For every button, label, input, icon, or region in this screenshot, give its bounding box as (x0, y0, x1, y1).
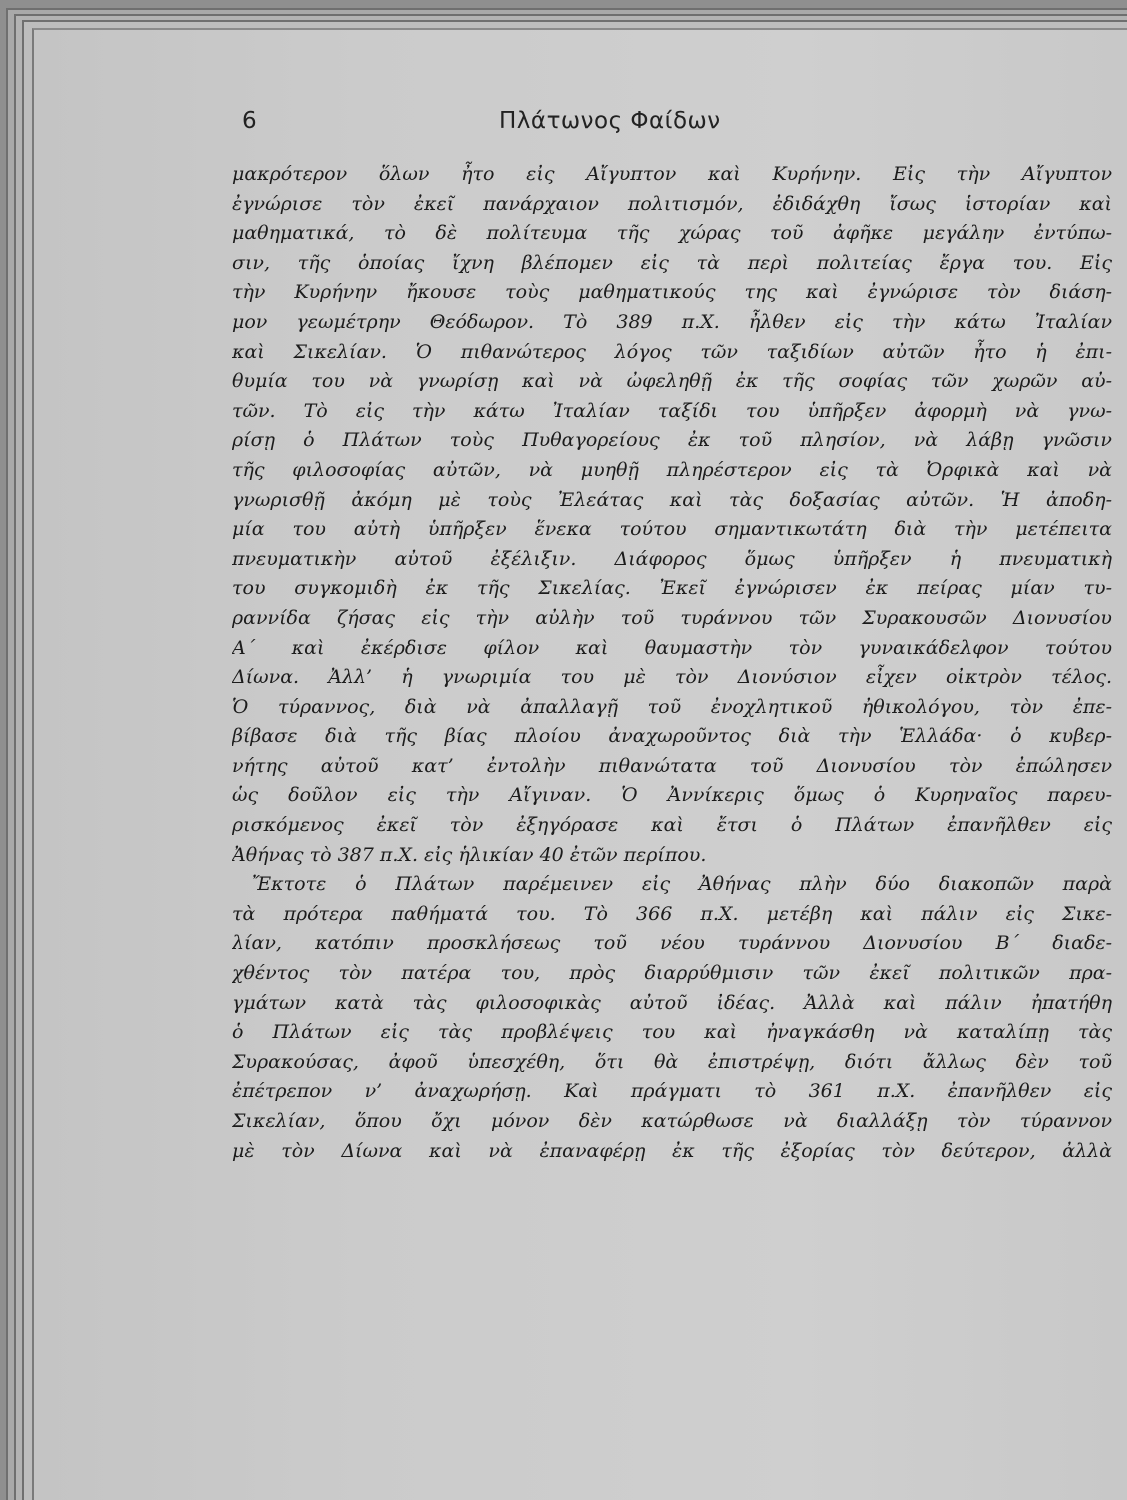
text-line: χθέντος τὸν πατέρα του, πρὸς διαρρύθμισιν τῶν ἐκεῖ πολιτικῶν πρα- (232, 962, 1112, 985)
text-line: ρίσῃ ὁ Πλάτων τοὺς Πυθαγορείους ἐκ τοῦ πλησίον, νὰ λάβῃ γνῶσιν (232, 429, 1112, 452)
text-line: καὶ Σικελίαν. Ὁ πιθανώτερος λόγος τῶν ταξιδίων αὐτῶν ἦτο ἡ ἐπι- (232, 340, 1112, 363)
text-line: μακρότερον ὅλων ἦτο εἰς Αἴγυπτον καὶ Κυρήνην. Εἰς τὴν Αἴγυπτον (232, 163, 1112, 185)
text-line: Σικελίαν, ὅπου ὄχι μόνον δὲν κατώρθωσε νὰ διαλλάξῃ τὸν τύραννον (232, 1110, 1112, 1132)
text-line: ἐπέτρεπον ν’ ἀναχωρήσῃ. Καὶ πράγματι τὸ 361 π.Χ. ἐπανῆλθεν εἰς (232, 1080, 1112, 1103)
text-line: του συγκομιδὴ ἐκ τῆς Σικελίας. Ἐκεῖ ἐγνώρισεν ἐκ πείρας μίαν τυ- (232, 577, 1112, 600)
text-line: μαθηματικά, τὸ δὲ πολίτευμα τῆς χώρας τοῦ ἀφῆκε μεγάλην ἐντύπω- (232, 222, 1112, 245)
book-page (32, 28, 1127, 1500)
text-line: τῆς φιλοσοφίας αὐτῶν, νὰ μυηθῇ πληρέστερον εἰς τὰ Ὀρφικὰ καὶ νὰ (232, 458, 1112, 481)
text-line: ἐγνώρισε τὸν ἐκεῖ πανάρχαιον πολιτισμόν, ἐδιδάχθη ἴσως ἱστορίαν καὶ (232, 192, 1112, 215)
text-line: γνωρισθῇ ἀκόμη μὲ τοὺς Ἐλεάτας καὶ τὰς δοξασίας αὐτῶν. Ἡ ἀποδη- (232, 488, 1112, 511)
text-line: μον γεωμέτρην Θεόδωρον. Τὸ 389 π.Χ. ἦλθεν εἰς τὴν κάτω Ἰταλίαν (232, 310, 1112, 333)
text-line: σιν, τῆς ὁποίας ἴχνη βλέπομεν εἰς τὰ περὶ πολιτείας ἔργα του. Εἰς (232, 251, 1112, 274)
text-line: μία του αὐτὴ ὑπῆρξεν ἕνεκα τούτου σημαντικωτάτη διὰ τὴν μετέπειτα (232, 518, 1112, 541)
text-line: Συρακούσας, ἀφοῦ ὑπεσχέθη, ὅτι θὰ ἐπιστρέψῃ, διότι ἄλλως δὲν τοῦ (232, 1050, 1112, 1073)
text-line: βίβασε διὰ τῆς βίας πλοίου ἀναχωροῦντος διὰ τὴν Ἑλλάδα· ὁ κυβερ- (232, 725, 1112, 748)
text-line: Α΄ καὶ ἐκέρδισε φίλον καὶ θαυμαστὴν τὸν γυναικάδελφον τούτου (232, 636, 1112, 659)
text-line: τῶν. Τὸ εἰς τὴν κάτω Ἰταλίαν ταξίδι του ὑπῆρξεν ἀφορμὴ νὰ γνω- (232, 399, 1112, 422)
text-line: Δίωνα. Ἀλλ’ ἡ γνωριμία του μὲ τὸν Διονύσιον εἶχεν οἰκτρὸν τέλος. (232, 666, 1112, 689)
text-line: ὁ Πλάτων εἰς τὰς προβλέψεις του καὶ ἠναγκάσθη νὰ καταλίπῃ τὰς (232, 1021, 1112, 1044)
text-line: τὴν Κυρήνην ἤκουσε τοὺς μαθηματικούς της καὶ ἐγνώρισε τὸν διάση- (232, 281, 1112, 304)
body-text (232, 160, 1112, 1166)
text-line: πνευματικὴν αὐτοῦ ἐξέλιξιν. Διάφορος ὅμως ὑπῆρξεν ἡ πνευματικὴ (232, 547, 1112, 570)
text-line: γμάτων κατὰ τὰς φιλοσοφικὰς αὐτοῦ ἰδέας. Ἀλλὰ καὶ πάλιν ἠπατήθη (232, 991, 1112, 1014)
text-line: νήτης αὐτοῦ κατ’ ἐντολὴν πιθανώτατα τοῦ Διονυσίου τὸν ἐπώλησεν (232, 754, 1112, 777)
text-line: Ὁ τύραννος, διὰ νὰ ἀπαλλαγῇ τοῦ ἐνοχλητικοῦ ἠθικολόγου, τὸν ἐπε- (232, 695, 1112, 718)
text-line: θυμία του νὰ γνωρίσῃ καὶ νὰ ὠφεληθῇ ἐκ τῆς σοφίας τῶν χωρῶν αὐ- (232, 370, 1112, 393)
running-title: Πλάτωνος Φαίδων (499, 108, 721, 134)
page-header (34, 108, 1127, 148)
text-line: ραννίδα ζήσας εἰς τὴν αὐλὴν τοῦ τυράννου τῶν Συρακουσῶν Διονυσίου (232, 606, 1112, 629)
page-number: 6 (242, 108, 257, 134)
text-line: Ἀθήνας τὸ 387 π.Χ. εἰς ἡλικίαν 40 ἐτῶν περίπου. (232, 843, 707, 866)
text-line: λίαν, κατόπιν προσκλήσεως τοῦ νέου τυράννου Διονυσίου Β΄ διαδε- (232, 932, 1112, 955)
text-line: ρισκόμενος ἐκεῖ τὸν ἐξηγόρασε καὶ ἔτσι ὁ Πλάτων ἐπανῆλθεν εἰς (232, 814, 1112, 837)
text-line: τὰ πρότερα παθήματά του. Τὸ 366 π.Χ. μετέβη καὶ πάλιν εἰς Σικε- (232, 902, 1112, 925)
text-line: ὡς δοῦλον εἰς τὴν Αἴγιναν. Ὁ Ἀννίκερις ὅμως ὁ Κυρηναῖος παρευ- (232, 784, 1112, 807)
text-line: Ἔκτοτε ὁ Πλάτων παρέμεινεν εἰς Ἀθήνας πλὴν δύο διακοπῶν παρὰ (252, 873, 1112, 896)
text-line: μὲ τὸν Δίωνα καὶ νὰ ἐπαναφέρῃ ἐκ τῆς ἐξορίας τὸν δεύτερον, ἀλλὰ (232, 1139, 1112, 1162)
